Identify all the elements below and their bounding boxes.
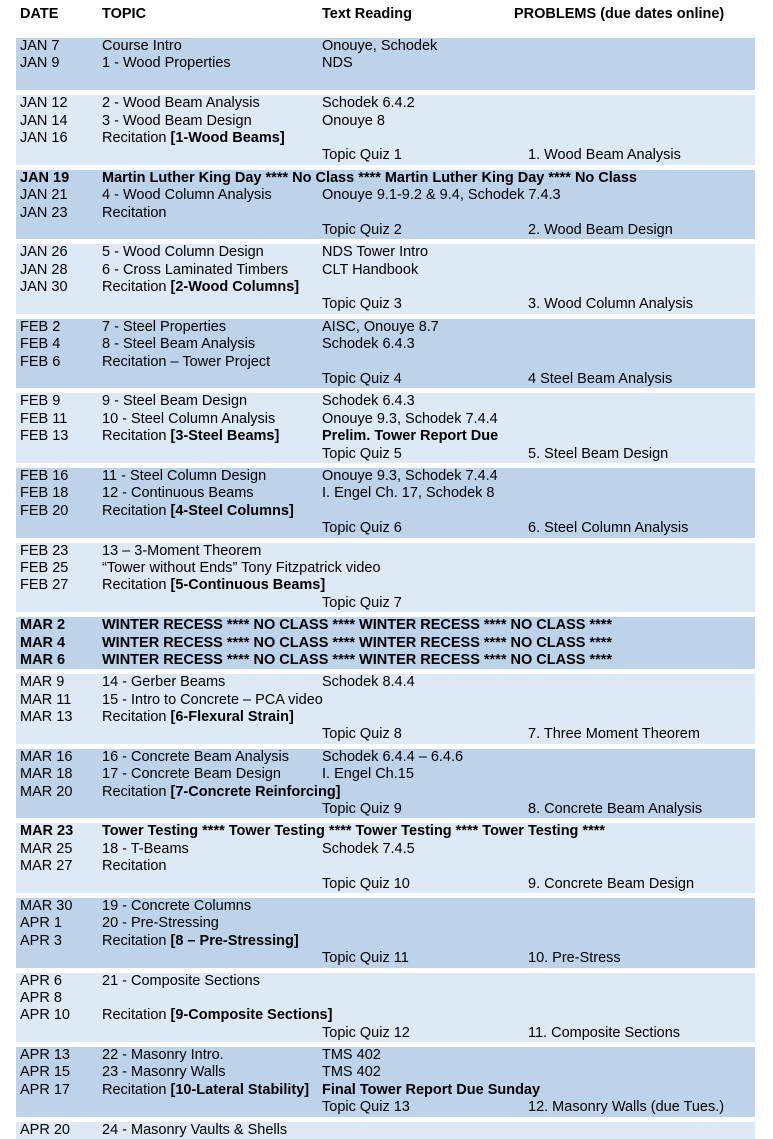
schedule-row xyxy=(16,262,755,279)
text-reading-cell: Schodek 8.4.4 xyxy=(322,674,415,691)
topic-cell: 23 - Masonry Walls xyxy=(102,1064,226,1081)
text-reading-cell: I. Engel Ch. 17, Schodek 8 xyxy=(322,485,495,502)
date-cell: APR 6 xyxy=(20,972,62,989)
topic-cell: Course Intro xyxy=(102,38,182,54)
text-reading-cell: CLT Handbook xyxy=(322,261,419,278)
text-reading-cell: Schodek 6.4.3 xyxy=(322,393,415,410)
text-reading-column-header: Text Reading xyxy=(322,6,412,22)
date-cell: JAN 7 xyxy=(20,38,60,54)
date-cell: FEB 13 xyxy=(20,428,69,445)
schedule-row xyxy=(16,354,755,371)
schedule-row xyxy=(16,279,755,296)
topic-cell: Tower Testing **** Tower Testing **** Tower Testing **** Tower Testing **** xyxy=(102,823,606,840)
topic-cell: 9 - Steel Beam Design xyxy=(102,393,248,410)
schedule-row xyxy=(16,1007,755,1024)
date-cell: MAR 13 xyxy=(20,709,73,726)
date-cell: FEB 9 xyxy=(20,393,61,410)
topic-cell: 24 - Masonry Vaults & Shells xyxy=(102,1121,288,1138)
text-reading-cell: Topic Quiz 11 xyxy=(322,950,409,967)
date-cell: JAN 26 xyxy=(20,244,68,261)
schedule-row xyxy=(16,617,755,634)
week-block xyxy=(16,1122,755,1139)
text-reading-cell: Topic Quiz 6 xyxy=(322,520,402,537)
schedule-row xyxy=(16,205,755,222)
topic-cell: 17 - Concrete Beam Design xyxy=(102,766,281,783)
text-reading-cell: AISC, Onouye 8.7 xyxy=(322,318,439,335)
topic-cell: 4 - Wood Column Analysis xyxy=(102,187,272,204)
date-cell: FEB 20 xyxy=(20,502,69,519)
date-cell: MAR 4 xyxy=(20,634,66,651)
date-cell: JAN 21 xyxy=(20,187,68,204)
schedule-row xyxy=(16,1122,755,1139)
week-block xyxy=(16,38,755,90)
schedule-row xyxy=(16,187,755,204)
schedule-row xyxy=(16,1064,755,1081)
topic-cell: “Tower without Ends” Tony Fitzpatrick video xyxy=(102,559,381,576)
text-reading-cell: Topic Quiz 10 xyxy=(322,875,410,892)
date-cell: APR 20 xyxy=(20,1121,70,1138)
schedule-header xyxy=(0,0,773,38)
date-cell: MAR 16 xyxy=(20,748,73,765)
problem-cell: 6. Steel Column Analysis xyxy=(528,520,689,537)
text-reading-cell: Onouye 9.1-9.2 & 9.4, Schodek 7.4.3 xyxy=(322,187,561,204)
text-reading-cell: NDS xyxy=(322,55,353,72)
topic-cell: 21 - Composite Sections xyxy=(102,972,260,989)
problem-cell: 3. Wood Column Analysis xyxy=(528,296,693,313)
problem-cell: 10. Pre-Stress xyxy=(528,950,621,967)
text-reading-cell: Schodek 6.4.2 xyxy=(322,95,415,112)
problem-cell: 12. Masonry Walls (due Tues.) xyxy=(528,1099,725,1116)
date-cell: MAR 23 xyxy=(20,823,74,840)
topic-cell: Recitation [6-Flexural Strain] xyxy=(102,709,294,726)
text-reading-cell: TMS 402 xyxy=(322,1064,381,1081)
text-reading-cell: Topic Quiz 5 xyxy=(322,445,402,462)
text-reading-cell: Topic Quiz 12 xyxy=(322,1024,410,1041)
week-block xyxy=(16,468,755,538)
week-block xyxy=(16,823,755,893)
text-reading-cell: TMS 402 xyxy=(322,1047,381,1064)
topic-cell: 6 - Cross Laminated Timbers xyxy=(102,261,289,278)
date-cell: JAN 14 xyxy=(20,112,68,129)
topic-cell: Recitation [8 – Pre-Stressing] xyxy=(102,932,299,949)
schedule-row xyxy=(16,170,755,187)
schedule-row xyxy=(16,446,755,463)
date-cell: JAN 12 xyxy=(20,95,68,112)
date-cell: JAN 23 xyxy=(20,204,68,221)
topic-cell: 5 - Wood Column Design xyxy=(102,244,264,261)
topic-cell: Recitation [1-Wood Beams] xyxy=(102,129,285,146)
schedule-row xyxy=(16,1099,755,1116)
topic-cell: Recitation [5-Continuous Beams] xyxy=(102,577,326,594)
topic-cell: 19 - Concrete Columns xyxy=(102,897,252,914)
topic-cell: 15 - Intro to Concrete – PCA video xyxy=(102,691,323,708)
date-cell: FEB 6 xyxy=(20,353,61,370)
date-cell: APR 10 xyxy=(20,1007,70,1024)
schedule-row xyxy=(16,336,755,353)
date-cell: FEB 23 xyxy=(20,542,69,559)
week-block xyxy=(16,674,755,744)
text-reading-cell: Onouye 9.3, Schodek 7.4.4 xyxy=(322,410,498,427)
problem-cell: 11. Composite Sections xyxy=(528,1024,681,1041)
date-cell: FEB 27 xyxy=(20,577,69,594)
date-cell: MAR 27 xyxy=(20,858,73,875)
date-cell: APR 8 xyxy=(20,989,62,1006)
schedule-row xyxy=(16,876,755,893)
week-block xyxy=(16,1047,755,1117)
date-cell: MAR 30 xyxy=(20,897,73,914)
schedule-row xyxy=(16,371,755,388)
topic-cell: 3 - Wood Beam Design xyxy=(102,112,252,129)
topic-cell: WINTER RECESS **** NO CLASS **** WINTER RECESS **** NO CLASS **** xyxy=(102,617,613,634)
topic-cell: 13 – 3-Moment Theorem xyxy=(102,542,262,559)
schedule-row xyxy=(16,823,755,840)
date-cell: APR 3 xyxy=(20,932,62,949)
text-reading-cell: Topic Quiz 7 xyxy=(322,594,402,611)
date-cell: MAR 20 xyxy=(20,783,73,800)
problem-cell: 1. Wood Beam Analysis xyxy=(528,147,681,164)
text-reading-cell: Topic Quiz 13 xyxy=(322,1099,410,1116)
text-reading-cell: Final Tower Report Due Sunday xyxy=(322,1081,541,1098)
topic-cell: 14 - Gerber Beams xyxy=(102,674,226,691)
topic-column-header: TOPIC xyxy=(102,6,147,22)
schedule-row xyxy=(16,411,755,428)
topic-cell: Recitation [4-Steel Columns] xyxy=(102,502,294,519)
text-reading-cell: NDS Tower Intro xyxy=(322,244,429,261)
schedule-row xyxy=(16,38,755,55)
schedule-row xyxy=(16,709,755,726)
schedule-row xyxy=(16,55,755,72)
topic-cell: Recitation [7-Concrete Reinforcing] xyxy=(102,783,341,800)
date-cell: APR 17 xyxy=(20,1081,70,1098)
topic-cell: WINTER RECESS **** NO CLASS **** WINTER RECESS **** NO CLASS **** xyxy=(102,651,613,668)
topic-cell: Recitation [9-Composite Sections] xyxy=(102,1007,333,1024)
schedule-row xyxy=(16,674,755,691)
schedule-row xyxy=(16,468,755,485)
schedule-row xyxy=(16,393,755,410)
schedule-row xyxy=(16,244,755,261)
date-cell: JAN 28 xyxy=(20,261,68,278)
schedule-row xyxy=(16,1047,755,1064)
problem-cell: 2. Wood Beam Design xyxy=(528,221,673,238)
schedule-row xyxy=(16,915,755,932)
schedule-row xyxy=(16,652,755,669)
text-reading-cell: Schodek 7.4.5 xyxy=(322,840,415,857)
text-reading-cell: Topic Quiz 4 xyxy=(322,371,402,388)
schedule-row xyxy=(16,841,755,858)
date-cell: APR 15 xyxy=(20,1064,70,1081)
problem-cell: 7. Three Moment Theorem xyxy=(528,726,700,743)
schedule-row xyxy=(16,801,755,818)
schedule-row xyxy=(16,933,755,950)
schedule-row xyxy=(16,73,755,90)
date-cell: JAN 9 xyxy=(20,55,60,72)
text-reading-cell: Onouye, Schodek xyxy=(322,38,438,54)
topic-cell: 10 - Steel Column Analysis xyxy=(102,410,276,427)
text-reading-cell: Topic Quiz 9 xyxy=(322,801,402,818)
week-block xyxy=(16,170,755,240)
schedule-row xyxy=(16,147,755,164)
topic-cell: Martin Luther King Day **** No Class **** Martin Luther King Day **** No Class xyxy=(102,169,637,186)
problem-cell: 5. Steel Beam Design xyxy=(528,445,669,462)
text-reading-cell: Topic Quiz 2 xyxy=(322,221,402,238)
week-block xyxy=(16,244,755,314)
schedule-row xyxy=(16,1025,755,1042)
text-reading-cell: Prelim. Tower Report Due xyxy=(322,428,499,445)
schedule-row xyxy=(16,784,755,801)
schedule-row xyxy=(16,990,755,1007)
schedule-row xyxy=(16,222,755,239)
text-reading-cell: Onouye 9.3, Schodek 7.4.4 xyxy=(322,467,498,484)
topic-cell: 18 - T-Beams xyxy=(102,840,189,857)
date-cell: FEB 11 xyxy=(20,410,68,427)
schedule-row xyxy=(16,95,755,112)
date-column-header: DATE xyxy=(20,6,59,22)
date-cell: JAN 30 xyxy=(20,279,68,296)
date-cell: FEB 4 xyxy=(20,336,61,353)
schedule-row xyxy=(16,113,755,130)
week-block xyxy=(16,617,755,669)
date-cell: FEB 2 xyxy=(20,318,61,335)
date-cell: MAR 25 xyxy=(20,840,73,857)
schedule-row xyxy=(16,1082,755,1099)
topic-cell: 11 - Steel Column Design xyxy=(102,467,267,484)
date-cell: JAN 16 xyxy=(20,129,68,146)
schedule-row xyxy=(16,319,755,336)
schedule-row xyxy=(16,543,755,560)
problem-cell: 9. Concrete Beam Design xyxy=(528,875,695,892)
text-reading-cell: I. Engel Ch.15 xyxy=(322,766,414,783)
topic-cell: 16 - Concrete Beam Analysis xyxy=(102,748,289,765)
schedule-row xyxy=(16,749,755,766)
schedule-row xyxy=(16,130,755,147)
topic-cell: Recitation – Tower Project xyxy=(102,353,271,370)
schedule-row xyxy=(16,766,755,783)
schedule-row xyxy=(16,296,755,313)
schedule-row xyxy=(16,635,755,652)
schedule-row xyxy=(16,428,755,445)
schedule-row xyxy=(16,503,755,520)
schedule-row xyxy=(16,560,755,577)
text-reading-cell: Topic Quiz 8 xyxy=(322,726,402,743)
topic-cell: 12 - Continuous Beams xyxy=(102,485,254,502)
date-cell: FEB 18 xyxy=(20,485,69,502)
week-block xyxy=(16,95,755,165)
text-reading-cell: Topic Quiz 3 xyxy=(322,296,402,313)
date-cell: FEB 25 xyxy=(20,559,69,576)
schedule-row xyxy=(16,858,755,875)
topic-cell: Recitation [2-Wood Columns] xyxy=(102,279,300,296)
topic-cell: Recitation [3-Steel Beams] xyxy=(102,428,280,445)
date-cell: MAR 18 xyxy=(20,766,73,783)
week-block xyxy=(16,319,755,389)
topic-cell: Recitation [10-Lateral Stability] xyxy=(102,1081,310,1098)
problem-cell: 4 Steel Beam Analysis xyxy=(528,371,673,388)
text-reading-cell: Schodek 6.4.4 – 6.4.6 xyxy=(322,748,464,765)
topic-cell: 1 - Wood Properties xyxy=(102,55,231,72)
week-block xyxy=(16,543,755,613)
course-schedule-table xyxy=(16,38,755,1139)
schedule-row xyxy=(16,726,755,743)
topic-cell: WINTER RECESS **** NO CLASS **** WINTER RECESS **** NO CLASS **** xyxy=(102,634,613,651)
week-block xyxy=(16,749,755,819)
text-reading-cell: Onouye 8 xyxy=(322,112,385,129)
date-cell: MAR 6 xyxy=(20,651,66,668)
problems-column-header: PROBLEMS (due dates online) xyxy=(514,6,725,22)
topic-cell: 20 - Pre-Stressing xyxy=(102,915,219,932)
week-block xyxy=(16,973,755,1043)
schedule-row xyxy=(16,595,755,612)
topic-cell: 8 - Steel Beam Analysis xyxy=(102,336,256,353)
problem-cell: 8. Concrete Beam Analysis xyxy=(528,801,703,818)
text-reading-cell: Schodek 6.4.3 xyxy=(322,336,415,353)
date-cell: JAN 19 xyxy=(20,169,70,186)
schedule-row xyxy=(16,485,755,502)
text-reading-cell: Topic Quiz 1 xyxy=(322,147,402,164)
date-cell: APR 13 xyxy=(20,1047,70,1064)
topic-cell: Recitation xyxy=(102,204,167,221)
schedule-row xyxy=(16,520,755,537)
schedule-row xyxy=(16,692,755,709)
topic-cell: 2 - Wood Beam Analysis xyxy=(102,95,260,112)
date-cell: FEB 16 xyxy=(20,467,69,484)
topic-cell: 7 - Steel Properties xyxy=(102,318,227,335)
topic-cell: Recitation xyxy=(102,858,167,875)
schedule-row xyxy=(16,973,755,990)
topic-cell: 22 - Masonry Intro. xyxy=(102,1047,224,1064)
date-cell: MAR 9 xyxy=(20,674,65,691)
week-block xyxy=(16,898,755,968)
schedule-row xyxy=(16,950,755,967)
schedule-row xyxy=(16,577,755,594)
schedule-row xyxy=(16,898,755,915)
week-block xyxy=(16,393,755,463)
date-cell: MAR 11 xyxy=(20,691,72,708)
date-cell: MAR 2 xyxy=(20,617,66,634)
date-cell: APR 1 xyxy=(20,915,62,932)
